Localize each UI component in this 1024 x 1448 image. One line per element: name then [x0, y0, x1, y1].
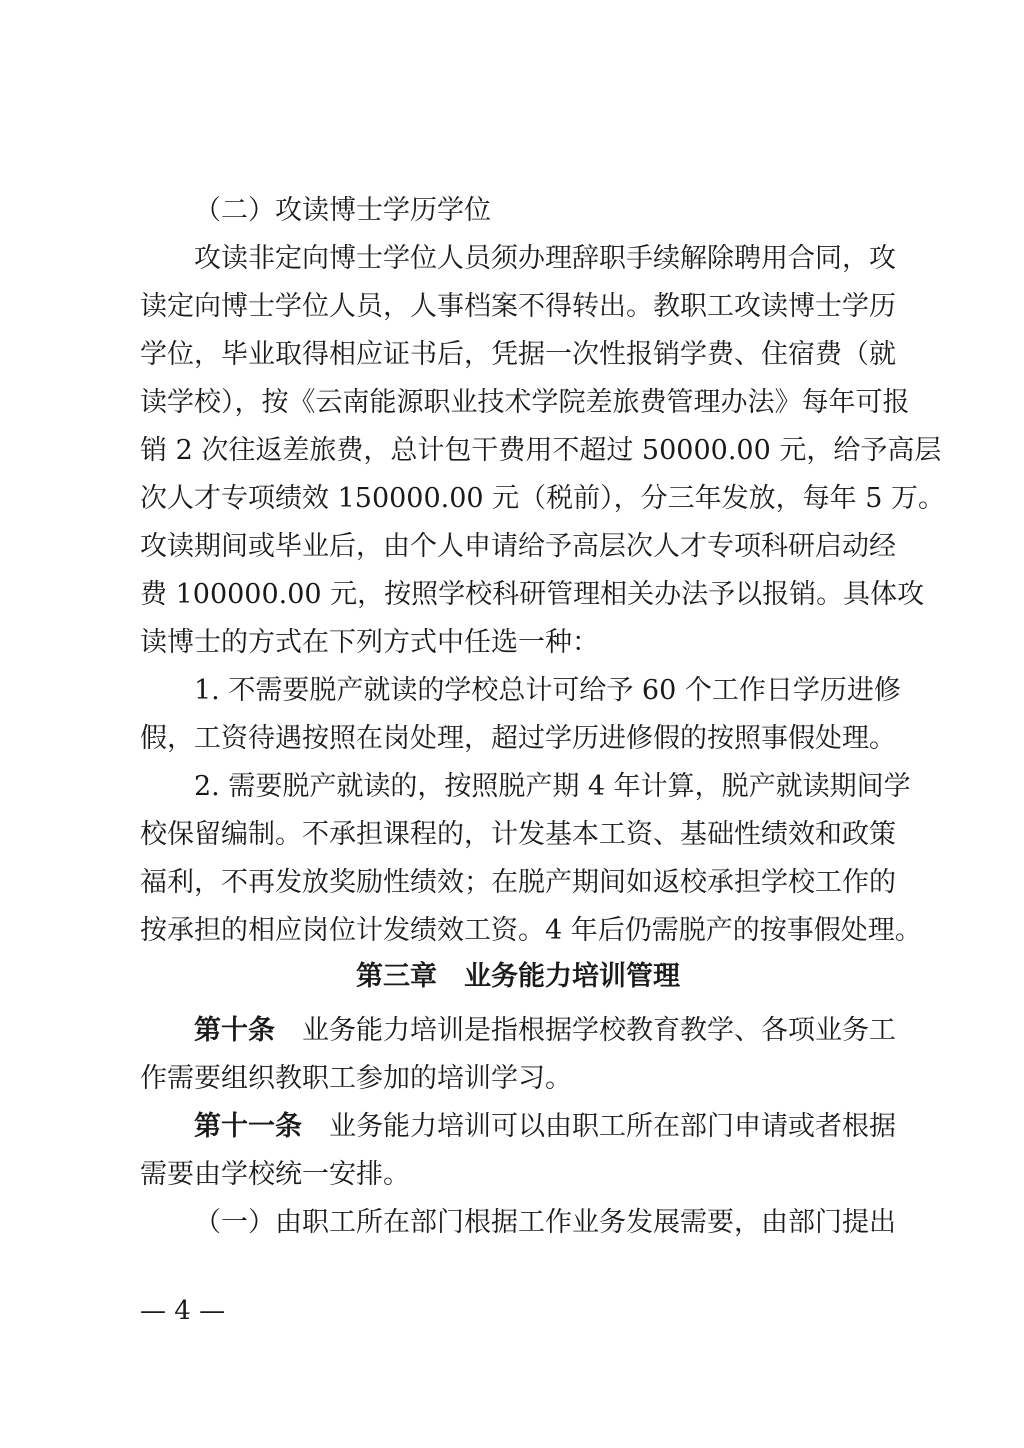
paragraph-line: 学位，毕业取得相应证书后，凭据一次性报销学费、住宿费（就 — [140, 339, 896, 370]
article-10-spacer — [275, 1015, 302, 1046]
article-11-line: 需要由学校统一安排。 — [140, 1159, 410, 1190]
paragraph-line: 读定向博士学位人员，人事档案不得转出。教职工攻读博士学历 — [140, 291, 896, 322]
article-10-line: 作需要组织教职工参加的培训学习。 — [140, 1063, 572, 1094]
chapter-heading: 第三章 业务能力培训管理 — [356, 961, 680, 992]
article-11-label: 第十一条 — [194, 1111, 302, 1142]
page-number: — 4 — — [140, 1296, 226, 1326]
article-11-text: 业务能力培训可以由职工所在部门申请或者根据 — [329, 1111, 896, 1142]
paragraph-line: 攻读期间或毕业后，由个人申请给予高层次人才专项科研启动经 — [140, 531, 896, 562]
paragraph-line: 次人才专项绩效 150000.00 元（税前），分三年发放，每年 5 万。 — [140, 483, 946, 514]
paragraph-line: 费 100000.00 元，按照学校科研管理相关办法予以报销。具体攻 — [140, 579, 925, 610]
paragraph-line: 攻读非定向博士学位人员须办理辞职手续解除聘用合同，攻 — [194, 243, 896, 274]
subitem-line: （一）由职工所在部门根据工作业务发展需要，由部门提出 — [194, 1207, 896, 1238]
list-item-line: 假，工资待遇按照在岗处理，超过学历进修假的按照事假处理。 — [140, 723, 896, 754]
paragraph-line: 读博士的方式在下列方式中任选一种： — [140, 627, 599, 658]
section-heading: （二）攻读博士学历学位 — [194, 195, 491, 226]
article-10-text: 业务能力培训是指根据学校教育教学、各项业务工 — [302, 1015, 896, 1046]
list-item-line: 1. 不需要脱产就读的学校总计可给予 60 个工作日学历进修 — [194, 675, 901, 706]
list-item-line: 2. 需要脱产就读的，按照脱产期 4 年计算，脱产就读期间学 — [194, 771, 911, 802]
paragraph-line: 读学校），按《云南能源职业技术学院差旅费管理办法》每年可报 — [140, 387, 910, 418]
article-10-line — [194, 1014, 896, 1048]
article-11-spacer — [302, 1111, 329, 1142]
list-item-line: 按承担的相应岗位计发绩效工资。4 年后仍需脱产的按事假处理。 — [140, 915, 922, 946]
list-item-line: 校保留编制。不承担课程的，计发基本工资、基础性绩效和政策 — [140, 819, 896, 850]
article-10-label: 第十条 — [194, 1015, 275, 1046]
paragraph-line: 销 2 次往返差旅费，总计包干费用不超过 50000.00 元，给予高层 — [140, 435, 942, 466]
list-item-line: 福利，不再发放奖励性绩效；在脱产期间如返校承担学校工作的 — [140, 867, 896, 898]
article-11-line — [194, 1110, 896, 1144]
